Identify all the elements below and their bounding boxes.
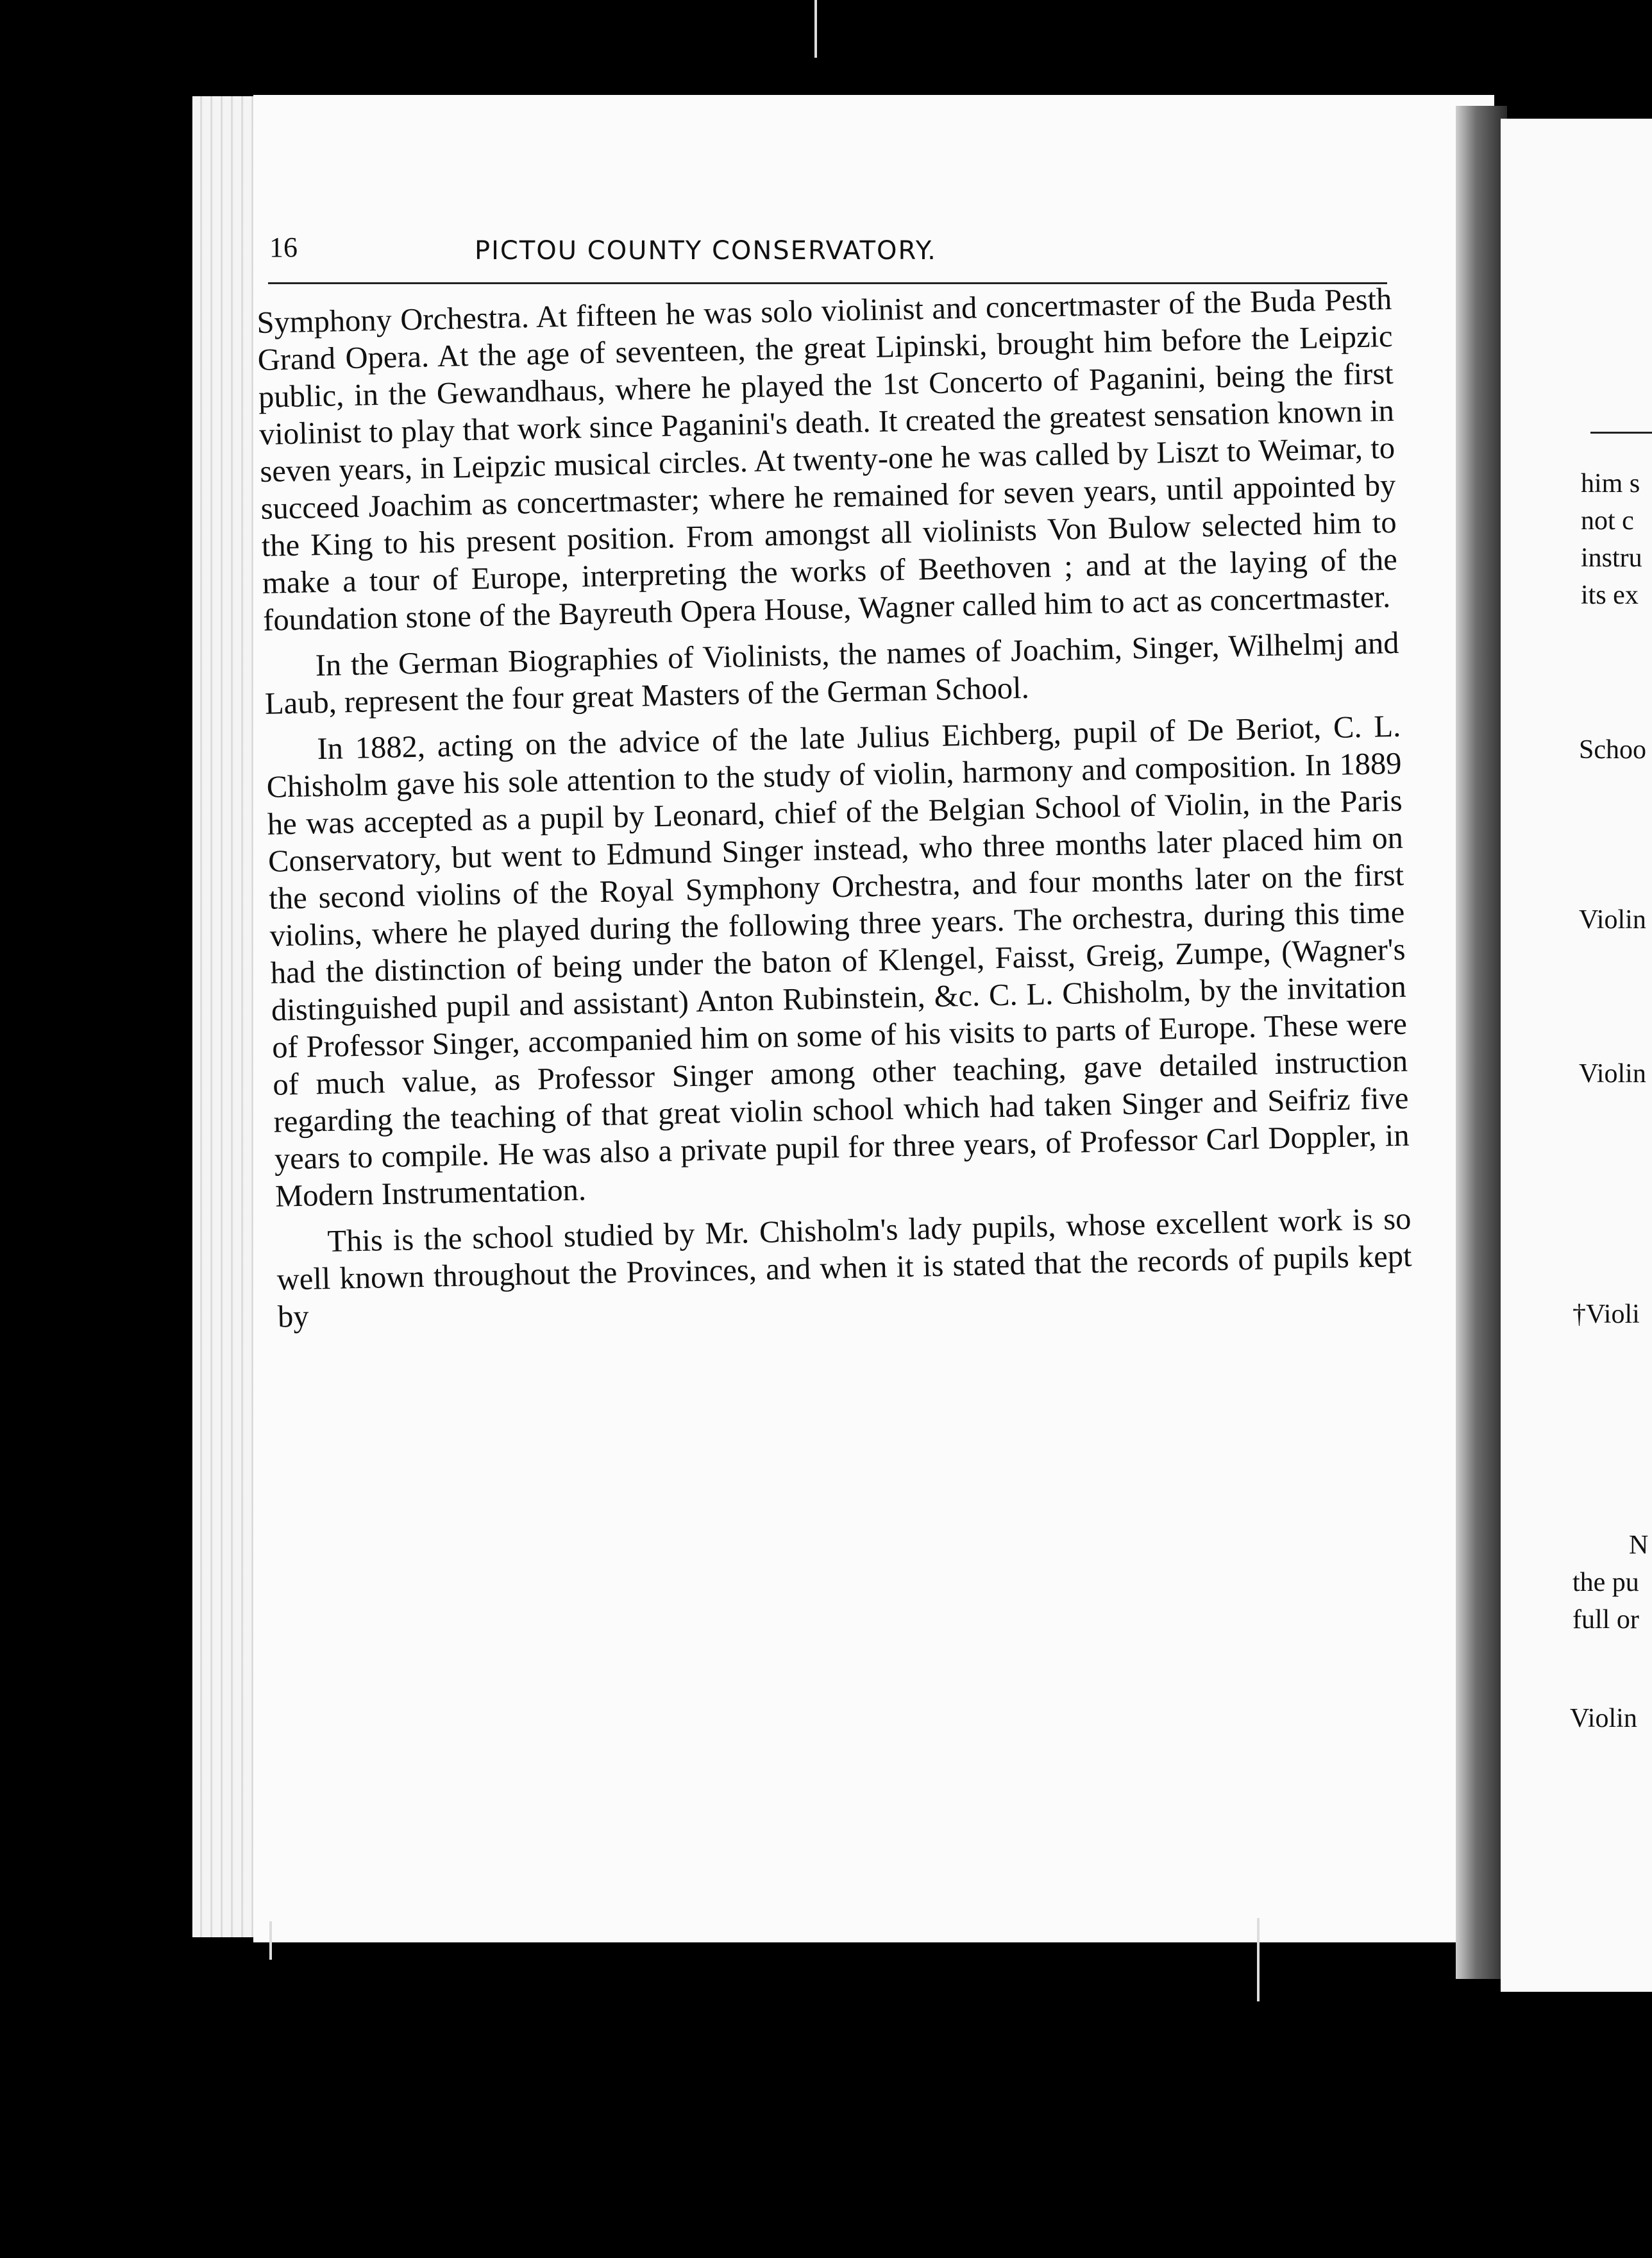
page-number: 16 xyxy=(269,232,298,263)
right-page-line: not c xyxy=(1581,506,1634,536)
right-page-line: full or xyxy=(1572,1605,1639,1634)
paragraph-1: Symphony Orchestra. At fifteen he was solo violinist and concertmaster of the Buda Pesth Grand Opera. At the age of seventeen, the great Lipinski, brought him before the Leipzic public, in the Gewandhaus, where he played the 1st Concerto of Paganini, being the first violinist to play that work since Paganini's death. It created the greatest sensation known in seven years, in Leipzic musical circles. At twenty-one he was called by Liszt to Weimar, to succeed Joachim as concertmaster; where he remained for seven years, until appointed by the King to his present position. From amongst all violinists Von Bulow selected him to make a tour of Europe, interpreting the works of Beethoven ; and at the laying of the foundation stone of the Bayreuth Opera House, Wagner called him to act as concertmaster. xyxy=(257,282,1398,638)
right-page-line: Schoo xyxy=(1579,735,1646,765)
right-page-line: its ex xyxy=(1581,581,1639,610)
paragraph-2: In the German Biographies of Violinists, the names of Joachim, Singer, Wilhelmj and Laub, represent the four great Masters of the German School. xyxy=(264,625,1399,721)
body-text xyxy=(257,281,1413,1345)
running-head-title: PICTOU COUNTY CONSERVATORY. xyxy=(475,236,937,266)
right-page-line: Violin xyxy=(1579,1059,1646,1089)
scan-artifact xyxy=(269,1921,272,1960)
right-page xyxy=(1501,119,1652,1992)
gutter-shadow xyxy=(1456,106,1507,1979)
scan-artifact xyxy=(1257,1918,1260,2001)
right-page-line: instru xyxy=(1581,543,1642,573)
right-page-line: Violin xyxy=(1579,905,1646,935)
page-edges xyxy=(192,96,263,1937)
right-page-line: †Violi xyxy=(1572,1300,1640,1329)
paragraph-4: This is the school studied by Mr. Chisholm's lady pupils, whose excellent work is so well known throughout the Provinces, and when it is stated that the records of pupils kept by xyxy=(276,1201,1413,1334)
right-page-line: him s xyxy=(1581,469,1640,498)
paragraph-3: In 1882, acting on the advice of the late Julius Eichberg, pupil of De Beriot, C. L. Chisholm gave his sole attention to the study of violin, harmony and composition. In 1889 he was accepted as a pupil by Leonard, chief of the Belgian School of Violin, in the Paris Conservatory, but went to Edmund Singer instead, who three months later placed him on the second violins of the Royal Symphony Orchestra, and four months later on the first violins, where he played during the following three years. The orchestra, during this time had the distinction of being under the baton of Klengel, Faisst, Greig, Zumpe, (Wagner's distinguished pupil and assistant) Anton Rubinstein, &c. C. L. Chisholm, by the invitation of Professor Singer, accompanied him on some of his visits to parts of Europe. These were of much value, as Professor Singer among other teaching, gave detailed instruction regarding the teaching of that great violin school which had taken Singer and Seifriz five years to compile. He was also a private pupil for three years, of Professor Carl Doppler, in Modern Instrumentation. xyxy=(266,709,1410,1214)
right-page-line: N xyxy=(1629,1531,1649,1560)
right-page-rule xyxy=(1590,432,1652,434)
scan-artifact xyxy=(814,0,817,58)
right-page-line: Violin xyxy=(1570,1704,1637,1733)
right-page-line: the pu xyxy=(1572,1568,1639,1597)
